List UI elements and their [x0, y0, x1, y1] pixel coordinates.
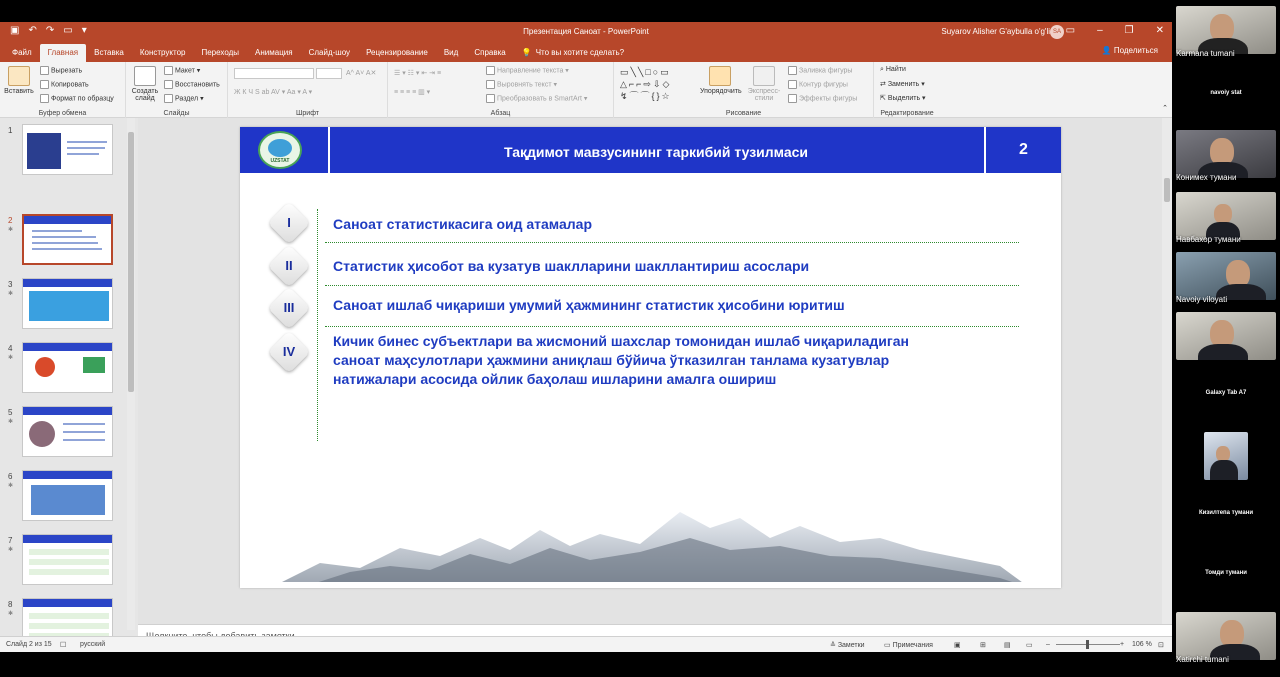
- dotted-divider: [325, 326, 1019, 327]
- select-label: Выделить: [887, 95, 921, 102]
- align-text-button[interactable]: Выровнять текст ▾: [486, 80, 557, 89]
- participant-tile[interactable]: [1172, 124, 1280, 184]
- copy-icon: [40, 80, 49, 89]
- participant-tile[interactable]: [1172, 0, 1280, 60]
- animation-star-icon: ✱: [8, 355, 14, 361]
- group-drawing: [614, 62, 874, 118]
- participant-tile[interactable]: [1172, 246, 1280, 306]
- font-name-input[interactable]: [234, 68, 314, 79]
- editor-scrollbar[interactable]: [1162, 118, 1172, 624]
- comment-icon: ▭: [884, 642, 893, 649]
- participant-name: Конимех тумани: [1176, 173, 1237, 182]
- animation-star-icon: ✱: [8, 419, 14, 425]
- powerpoint-window: [0, 22, 1172, 652]
- comments-toggle-label: Примечания: [892, 642, 933, 649]
- layout-icon: [164, 66, 173, 75]
- thumbnails-scrollbar[interactable]: [127, 118, 135, 630]
- layout-label: Макет: [175, 67, 195, 75]
- shape-fill-label: Заливка фигуры: [799, 67, 853, 75]
- thumb-number: 6: [8, 472, 13, 481]
- reset-button[interactable]: [164, 80, 220, 89]
- thumb-number: 4: [8, 344, 13, 353]
- group-label-clipboard: Буфер обмена: [38, 110, 87, 117]
- ribbon-display-icon[interactable]: ▭: [1065, 25, 1076, 36]
- shape-outline-button[interactable]: [788, 80, 848, 89]
- agenda-item-4[interactable]: [333, 332, 909, 389]
- group-slides: [126, 62, 228, 118]
- person-icon: 👤: [1101, 46, 1114, 55]
- customize-qat-icon[interactable]: ▾: [81, 25, 87, 36]
- group-clipboard: [0, 62, 126, 118]
- agenda-item-2[interactable]: [333, 257, 809, 276]
- uzstat-logo: [258, 131, 302, 169]
- save-icon[interactable]: ▣: [10, 25, 20, 36]
- tab-slideshow[interactable]: Слайд-шоу: [308, 48, 351, 57]
- smartart-icon: [486, 94, 495, 103]
- participant-tile[interactable]: [1172, 486, 1280, 546]
- new-slide-button[interactable]: [130, 66, 160, 102]
- minimize-icon[interactable]: –: [1097, 25, 1103, 36]
- section-button[interactable]: Раздел ▾: [164, 94, 204, 103]
- shape-fill-button[interactable]: [788, 66, 852, 75]
- slide-title[interactable]: Тақдимот мавзусининг таркибий тузилмаси: [503, 144, 809, 160]
- animation-star-icon: ✱: [8, 547, 14, 553]
- font-grow-icon[interactable]: A^ A˅ A✕: [346, 70, 377, 77]
- new-slide-label: Создать слайд: [131, 88, 159, 102]
- cursor-icon: ⇱: [880, 95, 888, 102]
- roman-badge-2: II: [268, 245, 310, 287]
- participant-tile[interactable]: [1172, 426, 1280, 486]
- agenda-line: Саноат ишлаб чиқариши умумий ҳажмининг статистик ҳисобини юритиш: [333, 297, 845, 313]
- slide-thumbnail-4[interactable]: [22, 342, 113, 393]
- video-gallery: [1172, 0, 1280, 677]
- participant-name: navoiy stat: [1210, 90, 1242, 96]
- arrange-icon: [709, 66, 731, 86]
- scissors-icon: [40, 66, 49, 75]
- quick-styles-label: Экспресс-стили: [747, 88, 781, 102]
- paste-label: Вставить: [4, 88, 34, 95]
- shapes-gallery[interactable]: ▭╲╲□○▭ △⌐⌐⇨⇩◇ ↯⌒⌒{}☆: [620, 67, 672, 101]
- participant-name: Кизилтепа тумани: [1198, 510, 1254, 516]
- align-text-label: Выровнять текст: [497, 81, 552, 89]
- tab-home[interactable]: Главная: [40, 44, 86, 62]
- participant-name: Xatirchi tumani: [1176, 655, 1229, 664]
- outline-icon: [788, 80, 797, 89]
- participant-tile[interactable]: [1172, 606, 1280, 666]
- thumb-number: 5: [8, 408, 13, 417]
- user-name[interactable]: Suyarov Alisher G'aybulla o'g'li: [941, 27, 1050, 36]
- participant-tile[interactable]: [1172, 66, 1280, 126]
- reset-label: Восстановить: [175, 81, 220, 89]
- thumb-number: 8: [8, 600, 13, 609]
- copy-button[interactable]: [40, 80, 89, 89]
- format-painter-label: Формат по образцу: [51, 95, 114, 103]
- effects-icon: [788, 94, 797, 103]
- cut-label: Вырезать: [51, 67, 83, 75]
- logo-text: UZSTAT: [270, 158, 290, 164]
- animation-star-icon: ✱: [8, 483, 14, 489]
- tab-transitions[interactable]: Переходы: [201, 48, 240, 57]
- group-font: [228, 62, 388, 118]
- slide-thumbnails-pane: [0, 118, 138, 630]
- roman-badge-1: I: [268, 202, 310, 244]
- close-icon[interactable]: ✕: [1155, 25, 1164, 36]
- dotted-divider: [325, 285, 1019, 286]
- tell-me-label: Что вы хотите сделать?: [535, 48, 625, 57]
- layout-button[interactable]: Макет ▾: [164, 66, 200, 75]
- slide-editing-area: [138, 118, 1162, 624]
- mountains-image: [240, 508, 1061, 588]
- group-paragraph: [388, 62, 614, 118]
- paste-button[interactable]: [4, 66, 34, 95]
- replace-button[interactable]: ⇄ Заменить ▾: [880, 81, 925, 88]
- zoom-out-icon[interactable]: –: [1046, 641, 1050, 648]
- slide-thumbnail-1[interactable]: [22, 124, 113, 175]
- format-painter-button[interactable]: [40, 94, 114, 103]
- slide-thumbnail-5[interactable]: [22, 406, 113, 457]
- text-direction-label: Направление текста: [497, 67, 564, 75]
- participant-name: Karmana tumani: [1176, 49, 1235, 58]
- find-button[interactable]: [880, 66, 906, 74]
- reset-icon: [164, 80, 173, 89]
- thumb-number: 3: [8, 280, 13, 289]
- ribbon: [0, 62, 1172, 118]
- maximize-icon[interactable]: ❐: [1124, 25, 1134, 36]
- group-label-font: Шрифт: [295, 110, 320, 117]
- tab-design[interactable]: Конструктор: [139, 48, 186, 57]
- participant-tile[interactable]: [1172, 366, 1280, 426]
- collapse-ribbon-icon[interactable]: ⌃: [1162, 105, 1168, 112]
- share-label: Поделиться: [1113, 46, 1158, 55]
- notes-toggle-label: Заметки: [837, 642, 865, 649]
- slide-number: 2: [1019, 141, 1028, 158]
- section-icon: [164, 94, 173, 103]
- zoom-slider-thumb[interactable]: [1086, 640, 1089, 649]
- redo-icon[interactable]: ↷: [45, 25, 55, 36]
- agenda-line: Саноат статистикасига оид атамалар: [333, 216, 592, 232]
- font-size-input[interactable]: [316, 68, 342, 79]
- tab-view[interactable]: Вид: [443, 48, 459, 57]
- notes-toggle[interactable]: [830, 641, 865, 649]
- group-label-slides: Слайды: [163, 110, 190, 117]
- thumb-number: 7: [8, 536, 13, 545]
- slide-header: [240, 127, 1061, 173]
- participant-tile[interactable]: [1172, 306, 1280, 366]
- agenda-line: Кичик бинес субъектлари ва жисмоний шахслар томонидан ишлаб чиқариладиган: [333, 333, 909, 349]
- arrange-label: Упорядочить: [700, 88, 742, 95]
- sorter-view-icon[interactable]: ⊞: [980, 642, 986, 649]
- new-slide-icon: [134, 66, 156, 86]
- lightbulb-icon: 💡: [521, 48, 532, 57]
- slide-thumbnail-3[interactable]: [22, 278, 113, 329]
- shape-effects-label: Эффекты фигуры: [799, 95, 858, 103]
- slide-thumbnail-7[interactable]: [22, 534, 113, 585]
- slide-thumbnail-6[interactable]: [22, 470, 113, 521]
- font-format-icons[interactable]: Ж К Ч S ab AV ▾ Aa ▾ A ▾: [234, 89, 313, 96]
- agenda-line: саноат маҳсулотлари ҳажмини аниқлаш бўйича ўтказилган танлама кузатувлар: [333, 352, 890, 368]
- paste-icon: [8, 66, 30, 86]
- spellcheck-icon[interactable]: ☐: [60, 642, 67, 649]
- vertical-divider: [317, 209, 318, 441]
- zoom-level[interactable]: 106 %: [1132, 641, 1152, 648]
- avatar[interactable]: SA: [1050, 25, 1064, 39]
- list-icons[interactable]: ☰ ▾ ☷ ▾ ⇤ ⇥ ≡: [394, 70, 442, 77]
- find-label: Найти: [885, 66, 906, 73]
- share-button[interactable]: [1102, 46, 1158, 55]
- search-icon: ⌕: [880, 66, 886, 73]
- ribbon-tabs: [0, 42, 1172, 62]
- notes-icon: ≙: [830, 642, 838, 649]
- thumb-number: 1: [8, 126, 13, 135]
- title-bar: [0, 22, 1172, 42]
- shape-outline-label: Контур фигуры: [799, 81, 848, 89]
- slide-thumbnail-2[interactable]: [22, 214, 113, 265]
- align-icons[interactable]: ≡ ≡ ≡ ≡ ▥ ▾: [394, 89, 431, 96]
- start-slideshow-icon[interactable]: ▭: [63, 25, 73, 36]
- arrange-button[interactable]: [700, 66, 740, 95]
- roman-badge-3: III: [268, 287, 310, 329]
- tell-me-box[interactable]: [514, 44, 632, 62]
- normal-view-icon[interactable]: ▣: [954, 642, 961, 649]
- align-text-icon: [486, 80, 495, 89]
- tab-review[interactable]: Рецензирование: [366, 48, 428, 57]
- text-direction-button[interactable]: Направление текста ▾: [486, 66, 569, 75]
- replace-icon: ⇄: [880, 81, 888, 88]
- quick-styles-button[interactable]: [744, 66, 784, 102]
- comments-toggle[interactable]: [884, 641, 933, 649]
- undo-icon[interactable]: ↶: [28, 25, 37, 36]
- quick-styles-icon: [753, 66, 775, 86]
- slideshow-view-icon[interactable]: ▭: [1026, 642, 1033, 649]
- agenda-line: Статистик ҳисобот ва кузатув шаклларини шакллантириш асослари: [333, 258, 810, 274]
- group-label-paragraph: Абзац: [490, 110, 511, 117]
- participant-tile[interactable]: [1172, 546, 1280, 606]
- group-editing: [874, 62, 940, 118]
- copy-label: Копировать: [51, 81, 89, 89]
- animation-star-icon: ✱: [8, 611, 14, 617]
- agenda-item-3[interactable]: [333, 296, 845, 315]
- animation-star-icon: ✱: [8, 227, 14, 233]
- cut-button[interactable]: [40, 66, 82, 75]
- tab-animations[interactable]: Анимация: [255, 48, 293, 57]
- tab-insert[interactable]: Вставка: [94, 48, 124, 57]
- current-slide[interactable]: [240, 127, 1061, 588]
- dotted-divider: [325, 242, 1019, 243]
- participant-name: Томди тумани: [1205, 570, 1247, 576]
- text-direction-icon: [486, 66, 495, 75]
- fill-icon: [788, 66, 797, 75]
- participant-tile[interactable]: [1172, 186, 1280, 246]
- zoom-in-icon[interactable]: +: [1120, 641, 1125, 648]
- window-title: Презентация Саноат - PowerPoint: [523, 27, 649, 36]
- replace-label: Заменить: [887, 81, 920, 88]
- roman-badge-4: IV: [268, 331, 310, 373]
- tab-help[interactable]: Справка: [474, 48, 506, 57]
- group-label-drawing: Рисование: [725, 110, 762, 117]
- animation-star-icon: ✱: [8, 291, 14, 297]
- smartart-label: Преобразовать в SmartArt: [497, 95, 582, 103]
- select-button[interactable]: ⇱ Выделить ▾: [880, 95, 926, 102]
- status-bar: [0, 636, 1172, 652]
- section-label: Раздел: [175, 95, 199, 103]
- tab-file[interactable]: Файл: [12, 48, 32, 57]
- brush-icon: [40, 94, 49, 103]
- thumb-number: 2: [8, 216, 13, 225]
- agenda-item-1[interactable]: [333, 215, 592, 234]
- shape-effects-button[interactable]: [788, 94, 857, 103]
- slide-counter: Слайд 2 из 15: [6, 641, 52, 648]
- agenda-line: натижалари асосида ойлик баҳолаш ишларини амалга ошириш: [333, 371, 777, 387]
- group-label-editing: Редактирование: [880, 110, 934, 117]
- smartart-button[interactable]: Преобразовать в SmartArt ▾: [486, 94, 587, 103]
- participant-name: Galaxy Tab A7: [1205, 390, 1247, 396]
- fit-slide-icon[interactable]: ⊡: [1158, 642, 1164, 649]
- participant-name: Navoiy viloyati: [1176, 295, 1228, 304]
- reading-view-icon[interactable]: ▤: [1004, 642, 1011, 649]
- language-indicator[interactable]: русский: [80, 641, 106, 648]
- participant-name: Навбахор тумани: [1176, 235, 1241, 244]
